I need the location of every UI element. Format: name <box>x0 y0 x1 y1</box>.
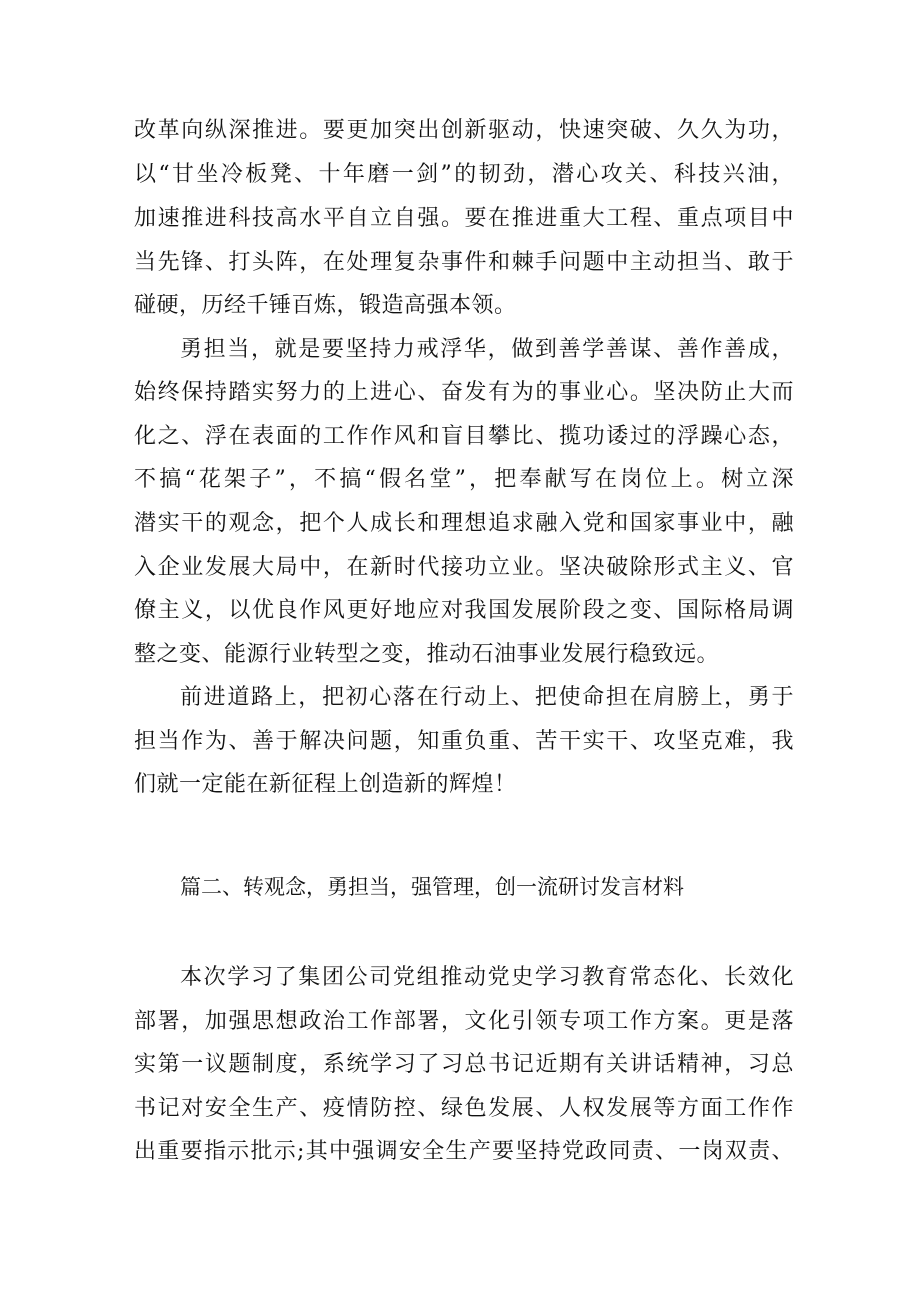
paragraph-4-line-1: 本次学习了集团公司党组推动党史学习教育常态化、长效化 <box>180 965 794 990</box>
paragraph-1-line-5: 碰硬，历经千锤百炼，锻造高强本领。 <box>134 293 517 318</box>
paragraph-2-line-1: 勇担当，就是要坚持力戒浮华，做到善学善谋、善作善成， <box>180 337 794 362</box>
paragraph-1-line-3: 加速推进科技高水平自立自强。要在推进重大工程、重点项目中 <box>134 206 794 231</box>
paragraph-2-line-4: 不搞“花架子”，不搞“假名堂”，把奉献写在岗位上。树立深 <box>134 467 794 492</box>
paragraph-2-line-8: 整之变、能源行业转型之变，推动石油事业发展行稳致远。 <box>134 642 720 667</box>
paragraph-4-line-3: 实第一议题制度，系统学习了习总书记近期有关讲话精神，习总 <box>134 1052 794 1077</box>
paragraph-2-line-3: 化之、浮在表面的工作作风和盲目攀比、揽功诿过的浮躁心态， <box>134 424 794 449</box>
paragraph-3-line-1: 前进道路上，把初心落在行动上、把使命担在肩膀上，勇于 <box>180 685 794 710</box>
paragraph-4-line-5: 出重要指示批示;其中强调安全生产要坚持党政同责、一岗双责、 <box>134 1139 794 1164</box>
paragraph-1-line-1: 改革向纵深推进。要更加突出创新驱动，快速突破、久久为功， <box>134 118 794 143</box>
paragraph-3-line-2: 担当作为、善于解决问题，知重负重、苦干实干、攻坚克难，我 <box>134 729 794 754</box>
paragraph-1-line-4: 当先锋、打头阵，在处理复杂事件和棘手问题中主动担当、敢于 <box>134 250 794 275</box>
paragraph-3-line-3: 们就一定能在新征程上创造新的辉煌！ <box>134 772 517 797</box>
paragraph-4-line-4: 书记对安全生产、疫情防控、绿色发展、人权发展等方面工作作 <box>134 1096 794 1121</box>
paragraph-1-line-2: 以“甘坐冷板凳、十年磨一剑”的韧劲，潜心攻关、科技兴油， <box>134 162 794 187</box>
paragraph-4-line-2: 部署，加强思想政治工作部署，文化引领专项工作方案。更是落 <box>134 1009 794 1034</box>
paragraph-2-line-7: 僚主义，以优良作风更好地应对我国发展阶段之变、国际格局调 <box>134 598 794 623</box>
section-heading: 篇二、转观念，勇担当，强管理，创一流研讨发言材料 <box>180 875 684 899</box>
paragraph-2-line-6: 入企业发展大局中，在新时代接功立业。坚决破除形式主义、官 <box>134 555 794 580</box>
paragraph-2-line-2: 始终保持踏实努力的上进心、奋发有为的事业心。坚决防止大而 <box>134 380 794 405</box>
paragraph-2-line-5: 潜实干的观念，把个人成长和理想追求融入党和国家事业中，融 <box>134 511 794 536</box>
